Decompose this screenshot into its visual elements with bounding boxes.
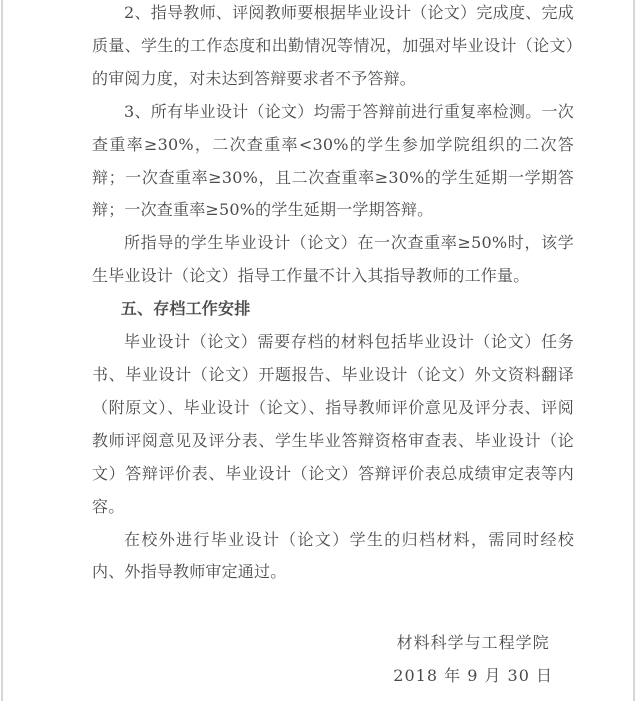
paragraph: 所指导的学生毕业设计（论文）在一次查重率≥50%时，该学生毕业设计（论文）指导工作量不计入其指导教师的工作量。 <box>92 233 574 286</box>
signature-date: 2018 年 9 月 30 日 <box>393 666 553 685</box>
section-heading: 五、存档工作安排 <box>120 299 251 319</box>
document-body <box>92 0 574 589</box>
paragraph: 毕业设计（论文）需要存档的材料包括毕业设计（论文）任务书、毕业设计（论文）开题报告、毕业设计（论文）外文资料翻译（附原文）、毕业设计（论文）、指导教师评价意见及评分表、评阅教师评阅意见及评分表、学生毕业答辩资格审查表、毕业设计（论文）答辩评价表、毕业设计（论文）答辩评价表总成绩审定表等内容。 <box>92 332 574 516</box>
paragraph: 在校外进行毕业设计（论文）学生的归档材料，需同时经校内、外指导教师审定通过。 <box>92 529 574 582</box>
page-right-edge <box>633 0 635 701</box>
paragraph: 2、指导教师、评阅教师要根据毕业设计（论文）完成度、完成质量、学生的工作态度和出勤情况等情况，加强对毕业设计（论文）的审阅力度，对未达到答辩要求者不予答辩。 <box>92 3 574 88</box>
signature-block <box>393 626 553 692</box>
page-left-edge <box>1 0 3 701</box>
signature-organization: 材料科学与工程学院 <box>396 633 550 652</box>
paragraph: 3、所有毕业设计（论文）均需于答辩前进行重复率检测。一次查重率≥30%，二次查重率<30%的学生参加学院组织的二次答辩；一次查重率≥30%，且二次查重率≥30%的学生延期一学期答辩；一次查重率≥50%的学生延期一学期答辩。 <box>92 101 574 220</box>
